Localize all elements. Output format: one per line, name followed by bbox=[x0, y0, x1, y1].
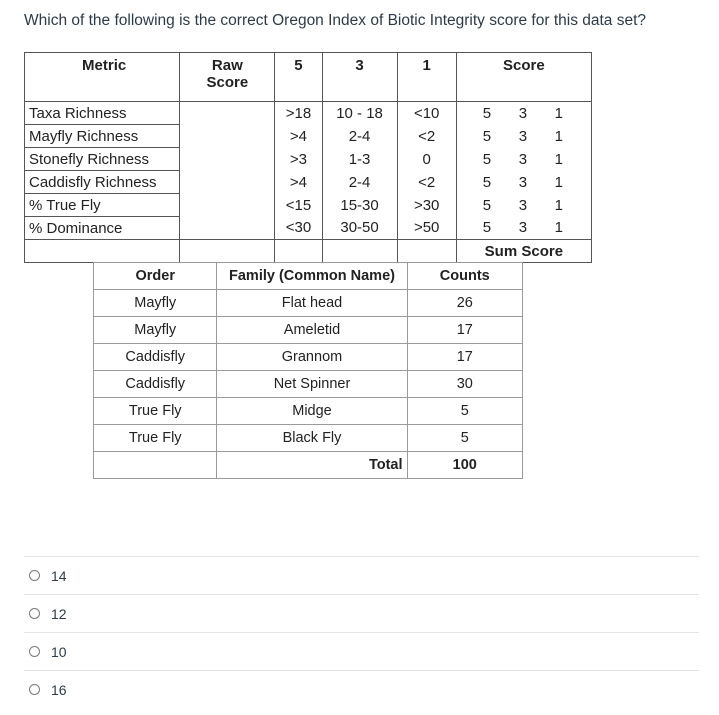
metric-name: Stonefly Richness bbox=[25, 148, 180, 171]
table-row bbox=[94, 317, 523, 344]
answer-option[interactable] bbox=[24, 632, 699, 670]
sum-score-label: Sum Score bbox=[456, 240, 591, 263]
metric-name: % True Fly bbox=[25, 194, 180, 217]
order-cell: True Fly bbox=[94, 425, 217, 452]
sum-empty bbox=[275, 240, 322, 263]
family-cell: Grannom bbox=[217, 344, 407, 371]
threshold-5: <15 bbox=[275, 194, 322, 217]
table-row bbox=[94, 371, 523, 398]
threshold-1: <10 bbox=[397, 102, 456, 125]
counts-header: Counts bbox=[407, 263, 522, 290]
threshold-1: 0 bbox=[397, 148, 456, 171]
score-options: 5 3 1 bbox=[456, 194, 591, 217]
radio-button[interactable] bbox=[29, 570, 40, 581]
sum-row bbox=[25, 240, 592, 263]
threshold-3: 2-4 bbox=[322, 171, 397, 194]
table-row bbox=[94, 290, 523, 317]
metric-name: Caddisfly Richness bbox=[25, 171, 180, 194]
threshold-1: <2 bbox=[397, 125, 456, 148]
score3-header: 3 bbox=[322, 53, 397, 102]
table-row bbox=[94, 398, 523, 425]
metric-header: Metric bbox=[25, 53, 180, 102]
order-header: Order bbox=[94, 263, 217, 290]
sum-empty bbox=[397, 240, 456, 263]
count-cell: 5 bbox=[407, 398, 522, 425]
metric-row bbox=[25, 171, 592, 194]
metric-row bbox=[25, 217, 592, 240]
order-cell: Mayfly bbox=[94, 290, 217, 317]
answer-label[interactable]: 14 bbox=[51, 567, 67, 584]
family-cell: Midge bbox=[217, 398, 407, 425]
score-options: 5 3 1 bbox=[456, 102, 591, 125]
raw-score-header: Raw Score bbox=[180, 53, 275, 102]
family-cell: Flat head bbox=[217, 290, 407, 317]
answer-option[interactable] bbox=[24, 556, 699, 594]
score-options: 5 3 1 bbox=[456, 171, 591, 194]
threshold-1: >50 bbox=[397, 217, 456, 240]
sum-empty bbox=[25, 240, 180, 263]
raw-score-cell bbox=[180, 194, 275, 217]
raw-score-cell bbox=[180, 102, 275, 125]
threshold-5: >3 bbox=[275, 148, 322, 171]
total-row bbox=[94, 452, 523, 479]
metric-name: Taxa Richness bbox=[25, 102, 180, 125]
metric-row bbox=[25, 148, 592, 171]
count-cell: 30 bbox=[407, 371, 522, 398]
order-cell: True Fly bbox=[94, 398, 217, 425]
raw-score-cell bbox=[180, 125, 275, 148]
threshold-1: >30 bbox=[397, 194, 456, 217]
score1-header: 1 bbox=[397, 53, 456, 102]
score-header: Score bbox=[456, 53, 591, 102]
threshold-3: 15-30 bbox=[322, 194, 397, 217]
raw-score-cell bbox=[180, 171, 275, 194]
family-cell: Black Fly bbox=[217, 425, 407, 452]
score5-header: 5 bbox=[275, 53, 322, 102]
family-cell: Ameletid bbox=[217, 317, 407, 344]
answer-option[interactable] bbox=[24, 670, 699, 708]
count-cell: 17 bbox=[407, 317, 522, 344]
taxa-count-table bbox=[93, 262, 523, 479]
threshold-5: <30 bbox=[275, 217, 322, 240]
threshold-3: 2-4 bbox=[322, 125, 397, 148]
metric-row bbox=[25, 102, 592, 125]
threshold-5: >4 bbox=[275, 125, 322, 148]
order-cell: Caddisfly bbox=[94, 344, 217, 371]
total-label: Total bbox=[217, 452, 407, 479]
threshold-3: 1-3 bbox=[322, 148, 397, 171]
total-empty bbox=[94, 452, 217, 479]
score-options: 5 3 1 bbox=[456, 217, 591, 240]
order-cell: Caddisfly bbox=[94, 371, 217, 398]
threshold-3: 10 - 18 bbox=[322, 102, 397, 125]
order-cell: Mayfly bbox=[94, 317, 217, 344]
answer-label[interactable]: 12 bbox=[51, 605, 67, 622]
answer-label[interactable]: 16 bbox=[51, 681, 67, 698]
answer-option[interactable] bbox=[24, 594, 699, 632]
sum-empty bbox=[322, 240, 397, 263]
count-cell: 17 bbox=[407, 344, 522, 371]
metric-name: Mayfly Richness bbox=[25, 125, 180, 148]
metric-row bbox=[25, 194, 592, 217]
threshold-5: >18 bbox=[275, 102, 322, 125]
radio-button[interactable] bbox=[29, 608, 40, 619]
metric-name: % Dominance bbox=[25, 217, 180, 240]
family-cell: Net Spinner bbox=[217, 371, 407, 398]
threshold-1: <2 bbox=[397, 171, 456, 194]
threshold-3: 30-50 bbox=[322, 217, 397, 240]
answer-options bbox=[24, 556, 699, 708]
total-value: 100 bbox=[407, 452, 522, 479]
table-row bbox=[94, 425, 523, 452]
count-cell: 5 bbox=[407, 425, 522, 452]
count-cell: 26 bbox=[407, 290, 522, 317]
metric-row bbox=[25, 125, 592, 148]
metric-scoring-table bbox=[24, 52, 592, 263]
score-options: 5 3 1 bbox=[456, 148, 591, 171]
threshold-5: >4 bbox=[275, 171, 322, 194]
radio-button[interactable] bbox=[29, 684, 40, 695]
radio-button[interactable] bbox=[29, 646, 40, 657]
question-text: Which of the following is the correct Oregon Index of Biotic Integrity score for this data set? bbox=[24, 12, 647, 29]
table-row bbox=[94, 344, 523, 371]
family-header: Family (Common Name) bbox=[217, 263, 407, 290]
score-options: 5 3 1 bbox=[456, 125, 591, 148]
answer-label[interactable]: 10 bbox=[51, 643, 67, 660]
raw-score-cell bbox=[180, 148, 275, 171]
sum-empty bbox=[180, 240, 275, 263]
raw-score-cell bbox=[180, 217, 275, 240]
